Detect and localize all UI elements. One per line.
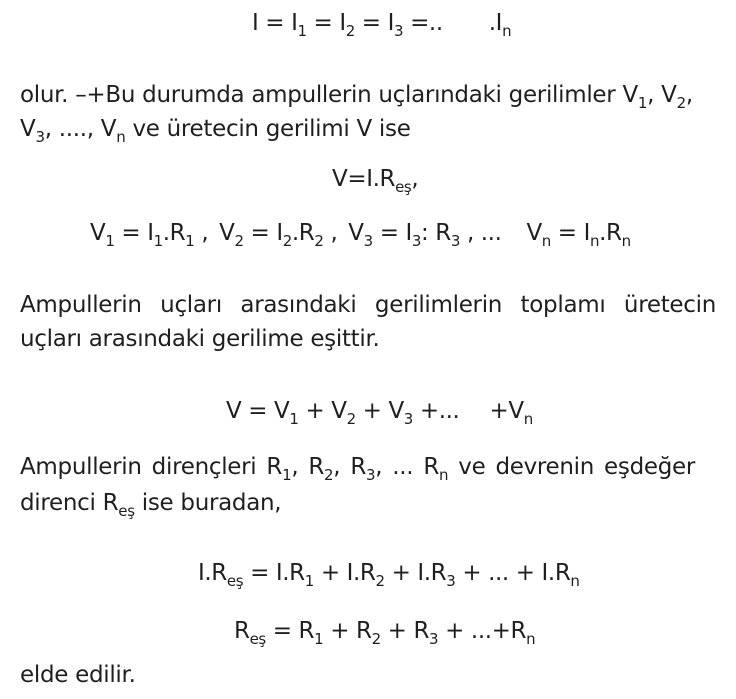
paragraph-2-line-1: Ampullerin uçları arasındaki gerilimlerin toplamı üretecin [20, 292, 716, 318]
voltage-sum-equation: $V = V_1 + V_2 + V_3$ +... $+V_n$ [226, 398, 533, 428]
resistance-current-equation: $I.R_{eş} = I.R_1 + I.R_2 + I.R_3$ + ... + $I.R_n$ [198, 560, 580, 590]
closing-line: elde edilir. [20, 662, 136, 688]
voltage-equivalent-equation: $V=I.R_{eş}$, [332, 166, 419, 196]
individual-voltages-equation: $V_1 = I_1.R_1$ , $V_2 = I_2.R_2$ , $V_3 = I_3$: $R_3$ , ... $V_n = I_n.R_n$ [90, 220, 631, 250]
paragraph-3-line-2: direnci $R_{eş}$ ise buradan, [20, 490, 282, 520]
paragraph-1-line-1: olur. –+Bu durumda ampullerin uçlarındaki gerilimler $V_1$, $V_2$, [20, 82, 693, 112]
paragraph-1-line-2: $V_3$, ...., $V_n$ ve üretecin gerilimi V ise [20, 116, 411, 146]
paragraph-3-line-1: Ampullerin dirençleri $R_1$, $R_2$, $R_3$, ... $R_n$ ve devrenin eşdeğer [20, 454, 696, 484]
current-equality-equation: $I = I_1 = I_2 = I_3$ =.. $.I_n$ [252, 10, 512, 40]
equivalent-resistance-equation: $R_{eş} = R_1 + R_2 + R_3 + ...+R_n$ [234, 618, 536, 648]
paragraph-2-line-2: uçları arasındaki gerilime eşittir. [20, 326, 380, 352]
